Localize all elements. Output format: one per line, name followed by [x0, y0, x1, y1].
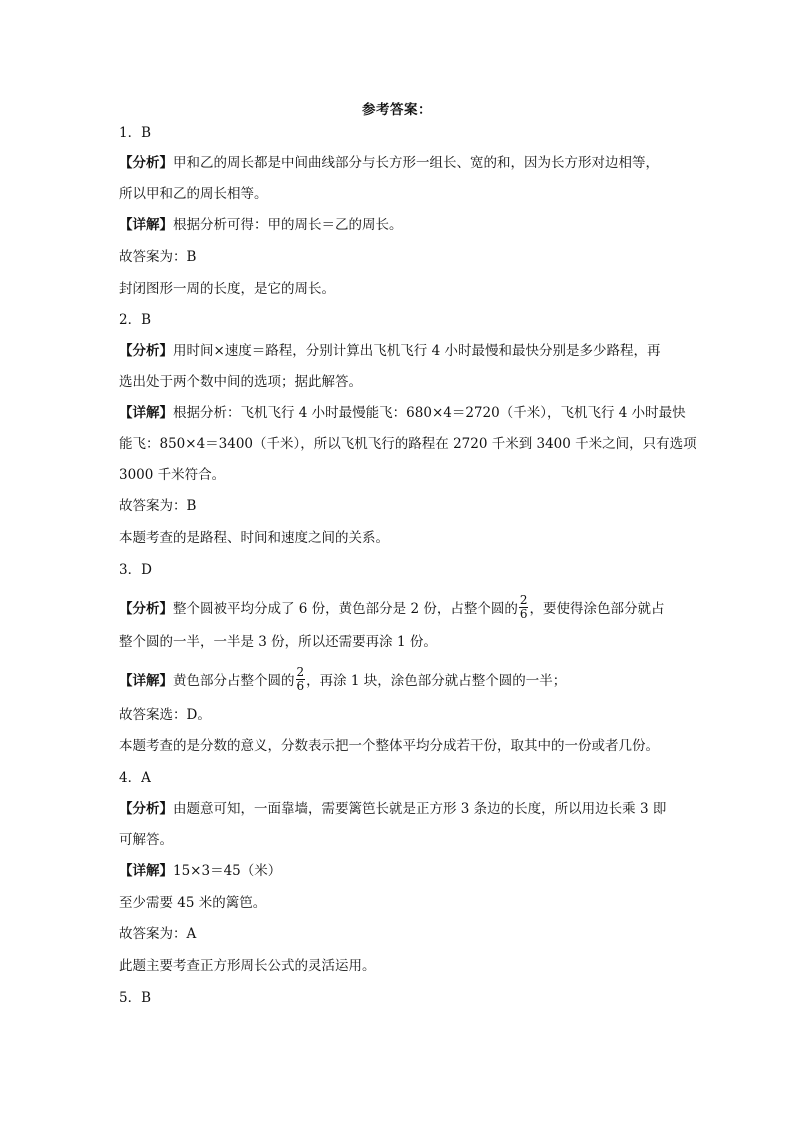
q3-detail-line-1 [119, 665, 567, 695]
q1-analysis-line-1 [119, 153, 659, 173]
q3-analysis-line-2: 整个圆的一半，一半是 3 份，所以还需要再涂 1 份。 [119, 634, 437, 650]
detail-tag: 【详解】 [119, 405, 173, 421]
q3-analysis-line-1 [119, 593, 665, 623]
q2-analysis-line-2: 选出处于两个数中间的选项；据此解答。 [119, 374, 362, 390]
q4-detail-line-1 [119, 861, 281, 881]
analysis-tag: 【分析】 [119, 343, 173, 359]
detail-tag: 【详解】 [119, 863, 173, 879]
q3-note: 本题考查的是分数的意义，分数表示把一个整体平均分成若干份，取其中的一份或者几份。 [119, 738, 659, 754]
q2-analysis-text-1: 用时间×速度＝路程，分别计算出飞机飞行 4 小时最慢和最快分别是多少路程，再 [173, 343, 661, 359]
q1-detail-text-1: 根据分析可得：甲的周长＝乙的周长。 [173, 217, 403, 233]
fraction-numerator: 2 [296, 665, 305, 679]
q2-number: 2．B [119, 312, 152, 328]
q4-analysis-line-1 [119, 799, 666, 819]
q1-analysis-line-2: 所以甲和乙的周长相等。 [119, 186, 268, 202]
q1-detail-line-1 [119, 215, 403, 235]
q1-answer: 故答案为：B [119, 249, 197, 265]
q4-number: 4．A [119, 770, 151, 786]
fraction-numerator: 2 [519, 593, 528, 607]
q4-answer: 故答案为：A [119, 926, 197, 942]
analysis-tag: 【分析】 [119, 801, 173, 817]
q1-note: 封闭图形一周的长度，是它的周长。 [119, 281, 335, 297]
page-title: 参考答案： [362, 102, 432, 118]
fraction-denominator: 6 [519, 607, 528, 621]
q2-detail-text-1: 根据分析：飞机飞行 4 小时最慢能飞：680×4＝2720（千米），飞机飞行 4 小时最快 [173, 405, 686, 421]
q3-detail-text-1b: ，再涂 1 块，涂色部分就占整个圆的一半； [306, 673, 567, 689]
q3-analysis-text-1b: ，要使得涂色部分就占 [529, 601, 665, 617]
q2-note: 本题考查的是路程、时间和速度之间的关系。 [119, 530, 389, 546]
q2-analysis-line-1 [119, 341, 660, 361]
q1-number: 1．B [119, 125, 152, 141]
q3-analysis-text-1a: 整个圆被平均分成了 6 份，黄色部分是 2 份，占整个圆的 [173, 601, 518, 617]
q3-answer: 故答案选：D。 [119, 707, 211, 723]
q4-detail-line-2: 至少需要 45 米的篱笆。 [119, 895, 267, 911]
q3-detail-text-1a: 黄色部分占整个圆的 [173, 673, 295, 689]
q4-detail-text-1: 15×3＝45（米） [173, 863, 282, 879]
fraction-two-sixths [519, 594, 529, 621]
analysis-tag: 【分析】 [119, 155, 173, 171]
q2-detail-line-1 [119, 403, 686, 423]
q4-analysis-text-1: 由题意可知，一面靠墙，需要篱笆长就是正方形 3 条边的长度，所以用边长乘 3 即 [173, 801, 667, 817]
q2-answer: 故答案为：B [119, 498, 197, 514]
detail-tag: 【详解】 [119, 217, 173, 233]
q2-detail-line-3: 3000 千米符合。 [119, 467, 226, 483]
q4-note: 此题主要考查正方形周长公式的灵活运用。 [119, 958, 376, 974]
detail-tag: 【详解】 [119, 673, 173, 689]
q3-number: 3．D [119, 562, 152, 578]
q5-number: 5．B [119, 990, 152, 1006]
fraction-two-sixths [296, 666, 306, 693]
q2-detail-line-2: 能飞：850×4＝3400（千米），所以飞机飞行的路程在 2720 千米到 3400 千米之间，只有选项 [119, 436, 697, 452]
q4-analysis-line-2: 可解答。 [119, 832, 173, 848]
fraction-denominator: 6 [296, 679, 305, 693]
analysis-tag: 【分析】 [119, 601, 173, 617]
q1-analysis-text-1: 甲和乙的周长都是中间曲线部分与长方形一组长、宽的和，因为长方形对边相等， [173, 155, 659, 171]
